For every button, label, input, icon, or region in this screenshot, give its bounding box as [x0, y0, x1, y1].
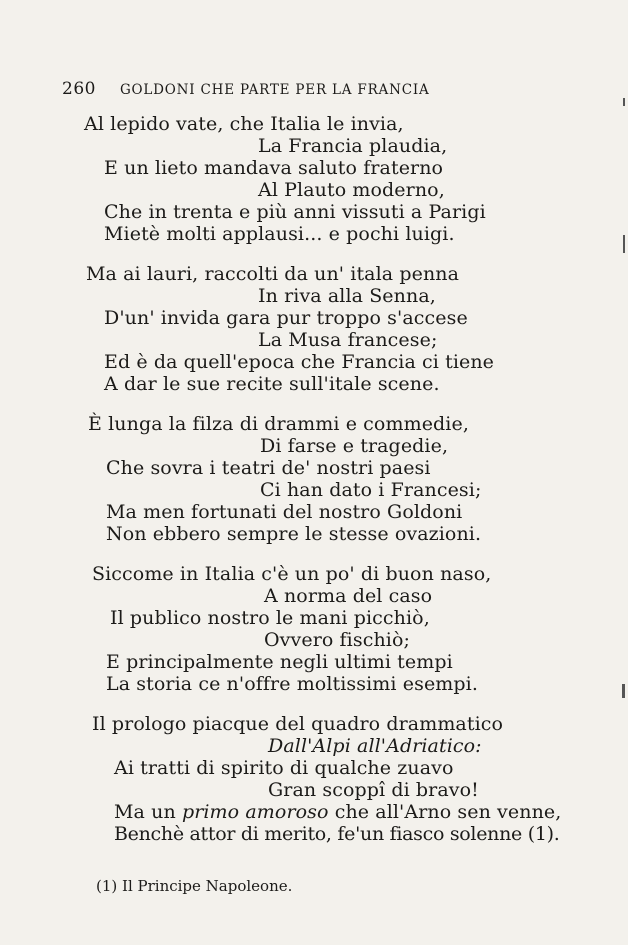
poem-line: A norma del caso — [264, 585, 433, 607]
running-header — [62, 80, 462, 99]
poem-line: Il prologo piacque del quadro drammatico — [92, 713, 504, 735]
poem-line: Ma men fortunati del nostro Goldoni — [106, 501, 463, 523]
italic-title: Dall'Alpi all'Adriatico: — [268, 735, 482, 757]
poem-line: Il publico nostro le mani picchiò, — [110, 607, 430, 629]
poem-line: E principalmente negli ultimi tempi — [106, 651, 453, 673]
poem-line: Siccome in Italia c'è un po' di buon naso, — [92, 563, 492, 585]
page-number: 260 — [62, 79, 96, 99]
line-suffix: che all'Arno sen venne, — [334, 801, 562, 823]
poem-line: Ed è da quell'epoca che Francia ci tiene — [104, 351, 495, 373]
poem-line: Che sovra i teatri de' nostri paesi — [106, 457, 431, 479]
poem-line: La storia ce n'offre moltissimi esempi. — [106, 673, 478, 695]
poem-line: La Musa francese; — [258, 329, 438, 351]
poem-line: Ovvero fischiò; — [264, 629, 411, 651]
poem-line: Benchè attor di merito, fe'un fiasco solenne (1). — [114, 823, 560, 845]
poem-line: È lunga la filza di drammi e commedie, — [88, 413, 469, 435]
italic-phrase: primo amoroso — [181, 801, 329, 823]
poem-line: Al lepido vate, che Italia le invia, — [84, 113, 404, 135]
poem-line: Che in trenta e più anni vissuti a Parigi — [104, 201, 486, 223]
line-prefix: Ma un — [114, 801, 182, 823]
poem-line — [268, 734, 482, 758]
poem-line: Ci han dato i Francesi; — [260, 479, 482, 501]
poem-line — [114, 800, 561, 824]
poem-line: Di farse e tragedie, — [260, 435, 449, 457]
poem-line: A dar le sue recite sull'itale scene. — [104, 373, 440, 395]
poem-line: Non ebbero sempre le stesse ovazioni. — [106, 523, 482, 545]
poem-line: Gran scoppî di bravo! — [268, 779, 479, 801]
page-edge-mark — [623, 235, 625, 253]
running-title: GOLDONI CHE PARTE PER LA FRANCIA — [119, 82, 430, 98]
poem-line: Mietè molti applausi... e pochi luigi. — [104, 223, 455, 245]
poem-line: In riva alla Senna, — [258, 285, 436, 307]
poem-line: E un lieto mandava saluto fraterno — [104, 157, 444, 179]
page-edge-mark — [622, 684, 625, 698]
poem-line: Ma ai lauri, raccolti da un' itala penna — [86, 263, 460, 285]
poem-line: D'un' invida gara pur troppo s'accese — [104, 307, 468, 329]
poem-line: Al Plauto moderno, — [258, 179, 445, 201]
page-edge-mark — [623, 98, 625, 106]
poem-line: La Francia plaudia, — [258, 135, 448, 157]
poem-line: Ai tratti di spirito di qualche zuavo — [114, 757, 454, 779]
footnote: (1) Il Principe Napoleone. — [96, 877, 293, 895]
